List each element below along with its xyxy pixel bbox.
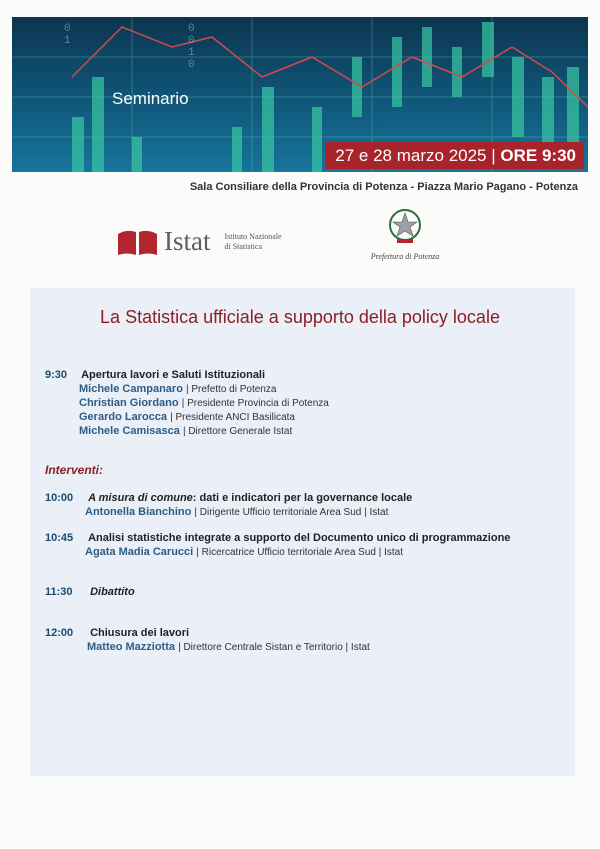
- speaker-row: [79, 411, 295, 423]
- time-label: 11:30: [45, 586, 73, 598]
- speaker-row: [85, 546, 403, 558]
- event-time: ORE 9:30: [500, 146, 576, 165]
- talk-heading-row: [45, 492, 412, 504]
- speaker-row: [79, 397, 329, 409]
- speaker-role: | Presidente ANCI Basilicata: [170, 412, 295, 423]
- speaker-role: | Direttore Centrale Sistan e Territorio | Istat: [178, 642, 370, 653]
- talk-heading-row: [45, 532, 510, 544]
- venue-text: Sala Consiliare della Provincia di Potenza - Piazza Mario Pagano - Potenza: [189, 181, 578, 193]
- time-label: 9:30: [45, 369, 68, 381]
- closing-heading-row: [45, 627, 189, 639]
- italian-emblem-icon: [387, 207, 423, 245]
- page-title: La Statistica ufficiale a supporto della policy locale: [100, 307, 500, 327]
- digit: 0: [188, 35, 195, 47]
- date-time-badge: [325, 142, 584, 169]
- header-banner: [12, 17, 588, 172]
- speaker-row: [79, 425, 292, 437]
- seminar-label: Seminario: [112, 89, 189, 108]
- talk-title: Analisi statistiche integrate a supporto del Documento unico di programmazione: [88, 532, 511, 544]
- speaker-name: Gerardo Larocca: [79, 411, 168, 423]
- speaker-role: | Dirigente Ufficio territoriale Area Sud | Istat: [194, 507, 389, 518]
- opening-heading-row: [45, 369, 265, 381]
- speaker-row: [79, 383, 276, 395]
- section-label: Interventi:: [45, 463, 104, 477]
- istat-logo-icon: [118, 228, 158, 256]
- time-label: 12:00: [45, 627, 74, 639]
- speaker-name: Christian Giordano: [79, 397, 179, 409]
- digit: 0: [64, 23, 71, 35]
- digit: 0: [188, 23, 195, 35]
- speaker-row: [87, 641, 370, 653]
- digit: 1: [64, 35, 71, 47]
- separator: |: [491, 146, 496, 165]
- digit: 0: [188, 59, 195, 71]
- session-heading: Apertura lavori e Saluti Istituzionali: [81, 369, 266, 381]
- speaker-name: Michele Campanaro: [79, 383, 183, 395]
- istat-sub-line: di Statistica: [224, 241, 263, 251]
- closing-title: Chiusura dei lavori: [90, 627, 190, 639]
- istat-logo: [118, 226, 282, 257]
- time-label: 10:00: [45, 492, 74, 504]
- talk-title: : dati e indicatori per la governance locale: [192, 492, 413, 504]
- speaker-role: | Direttore Generale Istat: [182, 426, 293, 437]
- speaker-row: [85, 506, 388, 518]
- istat-sub-line: Istituto Nazionale: [224, 231, 282, 241]
- prefettura-label: Prefettura di Potenza: [370, 252, 440, 261]
- speaker-role: | Prefetto di Potenza: [185, 384, 277, 395]
- speaker-name: Agata Madia Carucci: [85, 546, 194, 558]
- speaker-name: Antonella Bianchino: [85, 506, 192, 518]
- istat-name: Istat: [164, 226, 211, 256]
- debate-title: Dibattito: [90, 586, 135, 598]
- speaker-name: Michele Camisasca: [79, 425, 180, 437]
- talk-title-italic: A misura di comune: [88, 492, 193, 504]
- digit: 1: [188, 47, 195, 59]
- speaker-role: | Ricercatrice Ufficio territoriale Area Sud | Istat: [196, 547, 404, 558]
- debate-row: [45, 586, 135, 598]
- speaker-name: Matteo Mazziotta: [87, 641, 175, 653]
- prefettura-logo: [360, 207, 450, 261]
- speaker-role: | Presidente Provincia di Potenza: [181, 398, 329, 409]
- event-date: 27 e 28 marzo 2025: [335, 146, 487, 165]
- istat-subtitle: [225, 232, 282, 252]
- time-label: 10:45: [45, 532, 74, 544]
